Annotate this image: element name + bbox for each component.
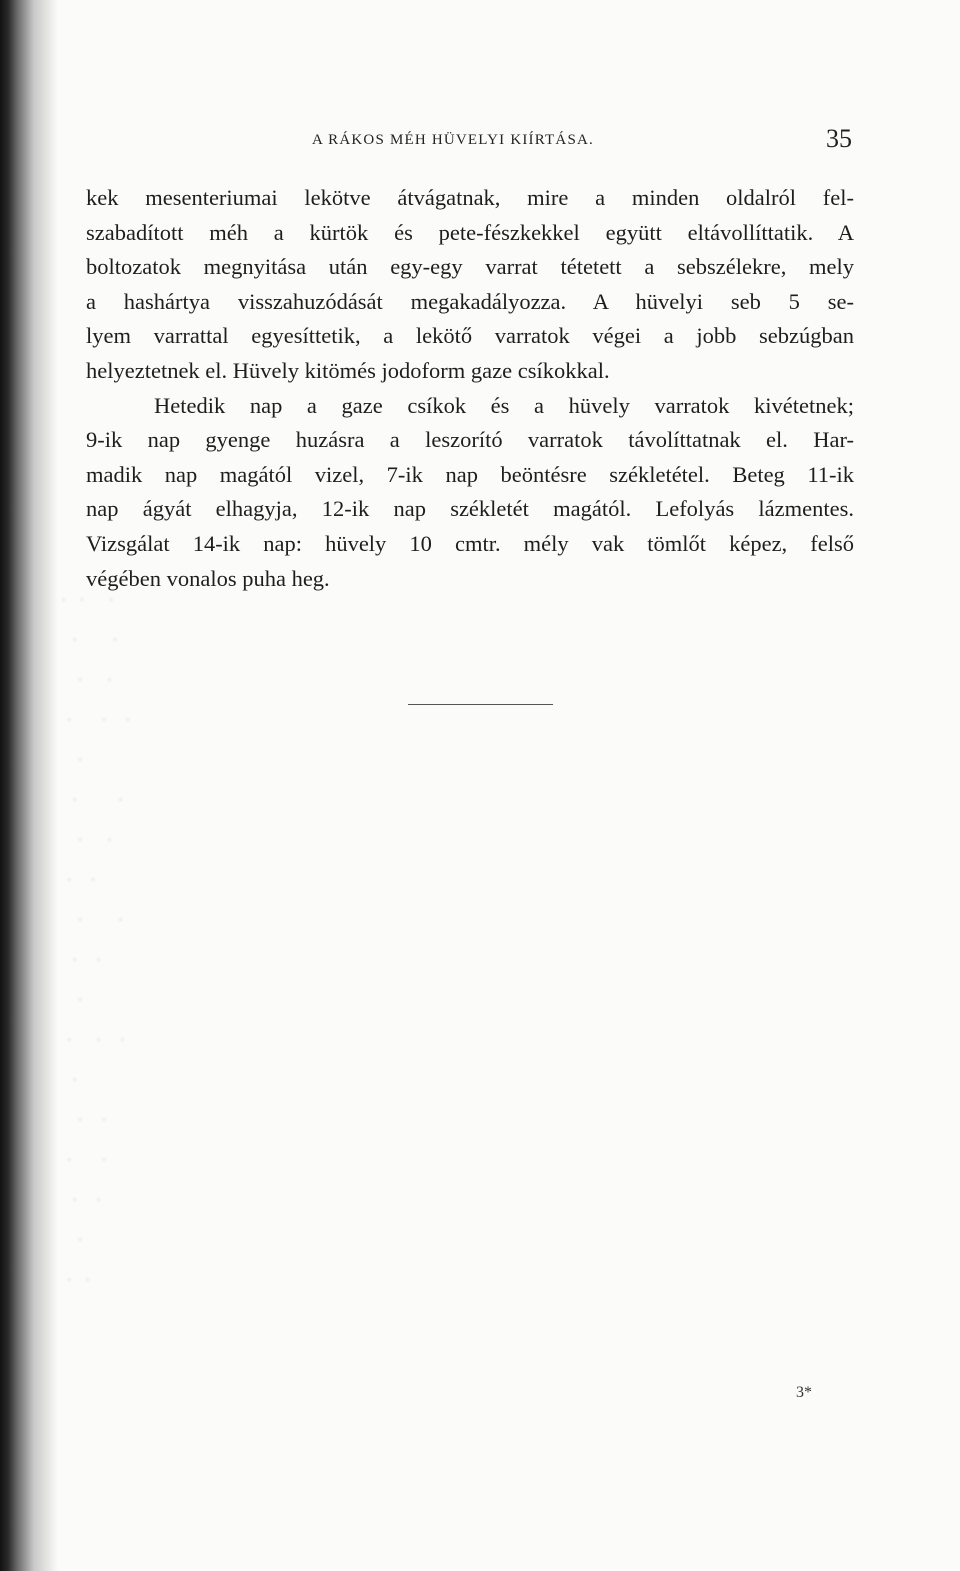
text-line: Hetedik nap a gaze csíkok és a hüvely varratok kivétetnek; bbox=[154, 392, 854, 418]
section-divider bbox=[408, 704, 553, 705]
page-number: 35 bbox=[826, 124, 852, 153]
text-line: madik nap magától vizel, 7-ik nap beöntésre székletétel. Beteg 11-ik bbox=[86, 461, 854, 487]
running-title: A RÁKOS MÉH HÜVELYI KIÍRTÁSA. bbox=[312, 132, 594, 148]
signature-mark: 3* bbox=[796, 1384, 812, 1401]
text-line: lyem varrattal egyesíttetik, a lekötő varratok végei a jobb sebzúgban bbox=[86, 323, 854, 349]
text-line: nap ágyát elhagyja, 12-ik nap székletét magától. Lefolyás lázmentes. bbox=[86, 496, 854, 522]
text-line: 9-ik nap gyenge huzásra a leszorító varratok távolíttatnak el. Har- bbox=[86, 427, 854, 453]
binding-shadow bbox=[0, 0, 58, 1571]
text-line: kek mesenteriumai lekötve átvágatnak, mire a minden oldalról fel- bbox=[86, 185, 854, 210]
text-line: végében vonalos puha heg. bbox=[86, 565, 330, 591]
body-text bbox=[86, 181, 854, 596]
text-line: a hashártya visszahuzódását megakadályozza. A hüvelyi seb 5 se- bbox=[86, 288, 854, 314]
text-line: Vizsgálat 14-ik nap: hüvely 10 cmtr. mély vak tömlőt képez, felső bbox=[86, 530, 854, 556]
text-line: boltozatok megnyitása után egy-egy varrat tétetett a sebszélekre, mely bbox=[86, 254, 854, 280]
text-line: helyeztetnek el. Hüvely kitömés jodoform gaze csíkokkal. bbox=[86, 357, 610, 383]
show-through-text: · · · · · · · · · · · · · · · · · · · · · · · · · · · · · · · · · · · bbox=[60, 587, 132, 1292]
text-line: szabadított méh a kürtök és pete-fészkekkel együtt eltávollíttatik. A bbox=[86, 219, 854, 245]
